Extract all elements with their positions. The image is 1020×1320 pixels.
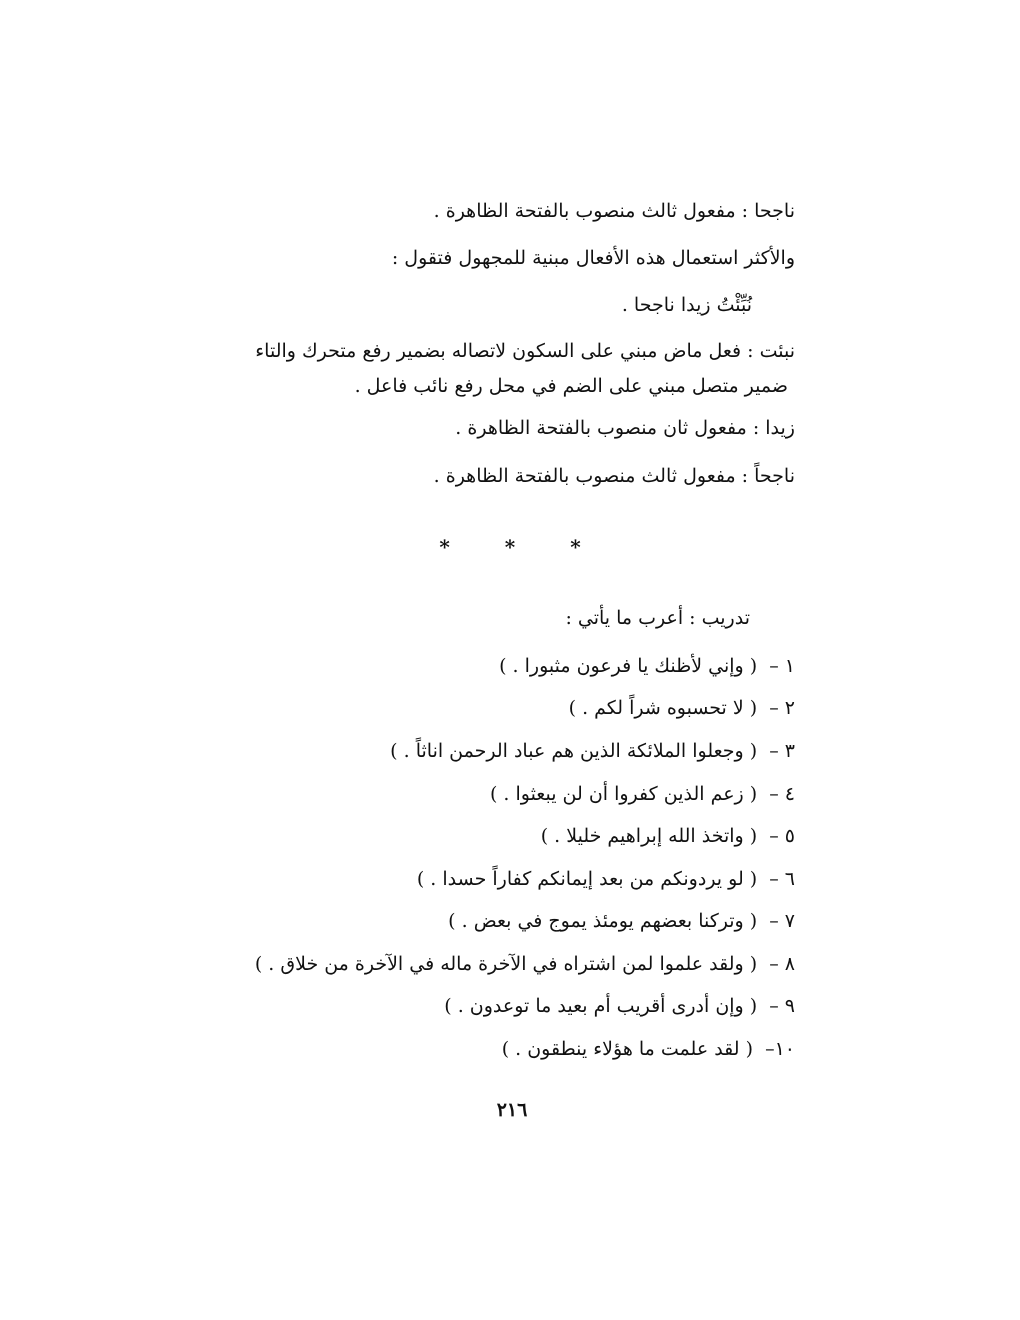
exercise-item-text: ( زعم الذين كفروا أن لن يبعثوا . ) bbox=[489, 783, 758, 805]
example-sentence: نُبِّئْتُ زيدا ناجحا . bbox=[621, 294, 752, 316]
paragraph-line: نبئت : فعل ماض مبني على السكون لاتصاله بضمير رفع متحرك والتاء bbox=[255, 340, 795, 362]
exercise-item-text: ( وإني لأظنك يا فرعون مثبورا . ) bbox=[499, 655, 758, 677]
exercise-item bbox=[448, 906, 795, 936]
exercise-item-number: ٨ – bbox=[769, 953, 795, 975]
exercise-item-number: ٣ – bbox=[769, 740, 795, 762]
exercise-item-text: ( وتركنا بعضهم يومئذ يموج في بعض . ) bbox=[448, 910, 758, 932]
exercise-item-text: ( وجعلوا الملائكة الذين هم عباد الرحمن اناثاً . ) bbox=[390, 740, 758, 762]
exercise-item-text: ( ولقد علموا لمن اشتراه في الآخرة ماله في الآخرة من خلاق . ) bbox=[254, 953, 758, 975]
exercise-item-number: ٥ – bbox=[769, 825, 795, 847]
paragraph-line: ضمير متصل مبني على الضم في محل رفع نائب فاعل . bbox=[354, 375, 788, 397]
paragraph-line: والأكثر استعمال هذه الأفعال مبنية للمجهول فتقول : bbox=[391, 247, 795, 269]
exercise-item-text: ( واتخذ الله إبراهيم خليلا . ) bbox=[540, 825, 758, 847]
exercise-item bbox=[255, 949, 795, 979]
exercise-item-number: ٩ – bbox=[769, 995, 795, 1017]
exercise-item-text: ( لا تحسبوه شراً لكم . ) bbox=[568, 697, 758, 719]
exercise-item bbox=[569, 693, 795, 723]
exercise-item-number: ١ – bbox=[769, 655, 795, 677]
paragraph-line: ناجحا : مفعول ثالث منصوب بالفتحة الظاهرة . bbox=[433, 200, 795, 222]
exercise-item-number: ٢ – bbox=[769, 697, 795, 719]
exercise-item bbox=[444, 991, 795, 1021]
exercise-item-number: ١٠– bbox=[765, 1038, 795, 1060]
exercise-item-text: ( وإن أدرى أقريب أم بعيد ما توعدون . ) bbox=[444, 995, 758, 1017]
paragraph-line: زيدا : مفعول ثان منصوب بالفتحة الظاهرة . bbox=[455, 417, 795, 439]
exercise-item bbox=[417, 864, 795, 894]
exercise-item-text: ( لو يردونكم من بعد إيمانكم كفاراً حسدا . ) bbox=[416, 868, 758, 890]
exercise-item bbox=[490, 779, 795, 809]
exercise-item-number: ٦ – bbox=[769, 868, 795, 890]
exercise-item bbox=[502, 1034, 795, 1064]
exercise-item bbox=[499, 651, 795, 681]
exercise-item-text: ( لقد علمت ما هؤلاء ينطقون . ) bbox=[501, 1038, 754, 1060]
exercise-item-number: ٧ – bbox=[769, 910, 795, 932]
exercise-item bbox=[390, 736, 795, 766]
section-separator: * * * bbox=[439, 535, 605, 559]
exercise-title: تدريب : أعرب ما يأتي : bbox=[565, 607, 750, 629]
exercise-item-number: ٤ – bbox=[769, 783, 795, 805]
exercise-item bbox=[541, 821, 795, 851]
page-number: ٢١٦ bbox=[496, 1099, 528, 1121]
paragraph-line: ناجحاً : مفعول ثالث منصوب بالفتحة الظاهرة . bbox=[433, 465, 795, 487]
